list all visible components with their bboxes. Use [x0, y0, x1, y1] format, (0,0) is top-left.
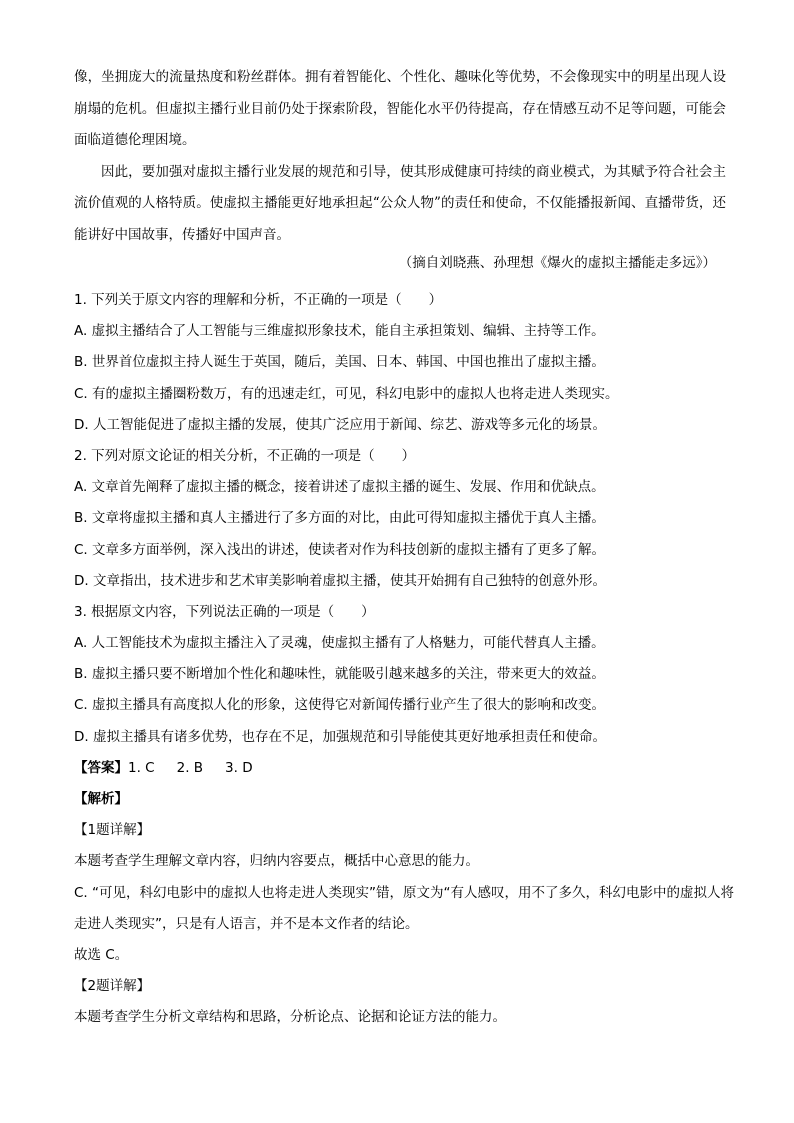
- answer-line: [74, 753, 734, 784]
- analysis-q2-heading: 【2题详解】: [74, 978, 151, 995]
- answer-item-1: 1. C: [128, 759, 155, 776]
- question-1-stem: 1. 下列关于原文内容的理解和分析，不正确的一项是（ ）: [74, 292, 443, 308]
- question-1-option-c: C. 有的虚拟主播圈粉数万，有的迅速走红，可见，科幻电影中的虚拟人也将走进人类现实。: [74, 385, 619, 402]
- question-2-option-b: B. 文章将虚拟主播和真人主播进行了多方面的对比，由此可得知虚拟主播优于真人主播。: [74, 510, 605, 527]
- question-2-option-d: D. 文章指出，技术进步和艺术审美影响着虚拟主播，使其开始拥有自己独特的创意外形。: [74, 572, 606, 589]
- question-3-option-d: D. 虚拟主播具有诸多优势，也存在不足，加强规范和引导能使其更好地承担责任和使命。: [74, 728, 606, 745]
- question-3-option-a: A. 人工智能技术为虚拟主播注入了灵魂，使虚拟主播有了人格魅力，可能代替真人主播。: [74, 635, 605, 652]
- passage-paragraph-1: 像，坐拥庞大的流量热度和粉丝群体。拥有着智能化、个性化、趣味化等优势，不会像现实中的明星出现人设崩塌的危机。但虚拟主播行业目前仍处于探索阶段，智能化水平仍待提高，存在情感互动不足等问题，可能会面临道德伦理困境。: [74, 69, 726, 148]
- question-2-option-c: C. 文章多方面举例，深入浅出的讲述，使读者对作为科技创新的虚拟主播有了更多了解。: [74, 541, 606, 558]
- question-3-option-b: B. 虚拟主播只要不断增加个性化和趣味性，就能吸引越来越多的关注，带来更大的效益。: [74, 666, 605, 683]
- question-3-option-c: C. 虚拟主播具有高度拟人化的形象，这使得它对新闻传播行业产生了很大的影响和改变。: [74, 697, 606, 714]
- question-1-option-b: B. 世界首位虚拟主持人诞生于英国，随后，美国、日本、韩国、中国也推出了虚拟主播。: [74, 354, 605, 371]
- answer-item-3: 3. D: [225, 759, 253, 776]
- reading-passage: [74, 62, 726, 251]
- answer-label: 【答案】: [74, 759, 128, 776]
- analysis-label: 【解析】: [74, 791, 128, 807]
- question-1-option-a: A. 虚拟主播结合了人工智能与三维虚拟形象技术，能自主承担策划、编辑、主持等工作。: [74, 323, 605, 340]
- analysis-q1-heading: 【1题详解】: [74, 822, 151, 839]
- passage-source: （摘自刘晓燕、孙理想《爆火的虚拟主播能走多远》）: [398, 255, 716, 271]
- analysis-q2-text: 本题考查学生分析文章结构和思路，分析论点、论据和论证方法的能力。: [74, 1009, 506, 1026]
- question-2-option-a: A. 文章首先阐释了虚拟主播的概念，接着讲述了虚拟主播的诞生、发展、作用和优缺点。: [74, 479, 605, 496]
- questions-section: [74, 285, 734, 1034]
- question-3-stem: 3. 根据原文内容，下列说法正确的一项是（ ）: [74, 603, 375, 620]
- question-2-stem: 2. 下列对原文论证的相关分析，不正确的一项是（ ）: [74, 447, 416, 464]
- analysis-q1-detail: C. “可见，科幻电影中的虚拟人也将走进人类现实”错，原文为“有人感叹，用不了多久，科幻电影中的虚拟人将走进人类现实”，只是有人语言，并不是本文作者的结论。: [74, 884, 734, 932]
- answer-item-2: 2. B: [176, 759, 204, 776]
- analysis-q1-choice: 故选 C。: [74, 946, 129, 963]
- passage-paragraph-2: 因此，要加强对虚拟主播行业发展的规范和引导，使其形成健康可持续的商业模式，为其赋予符合社会主流价值观的人格特质。使虚拟主播能更好地承担起“公众人物”的责任和使命，不仅能播报新闻、直播带货，还能讲好中国故事，传播好中国声音。: [74, 163, 726, 243]
- analysis-q1-text: 本题考查学生理解文章内容，归纳内容要点，概括中心意思的能力。: [74, 853, 479, 870]
- question-1-option-d: D. 人工智能促进了虚拟主播的发展，使其广泛应用于新闻、综艺、游戏等多元化的场景。: [74, 416, 606, 433]
